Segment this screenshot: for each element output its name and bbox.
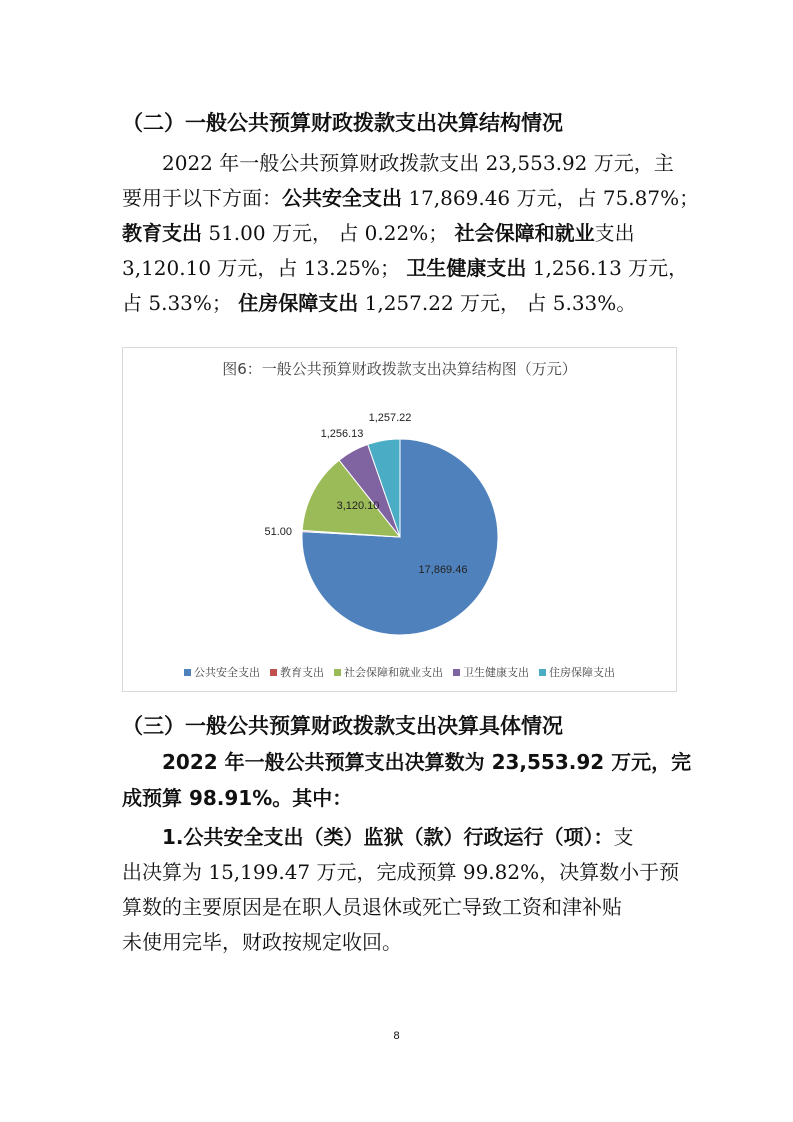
section-heading-structure: （二）一般公共预算财政拨款支出决算结构情况 (122, 111, 563, 135)
bold-term: 社会保障和就业 (454, 221, 595, 245)
paragraph-text: 1,256.13 万元， (526, 256, 689, 280)
paragraph-text: 要用于以下方面： (122, 186, 282, 210)
pie-chart (123, 348, 676, 691)
section-heading-detail: （三）一般公共预算财政拨款支出决算具体情况 (122, 714, 563, 738)
item1-paragraph (122, 820, 678, 960)
legend-item (453, 664, 529, 680)
data-label: 3,120.10 (336, 500, 380, 512)
item1-first-line (122, 820, 678, 855)
paragraph-text: 1,257.22 万元， 占 5.33%。 (358, 291, 637, 315)
item1-line: 未使用完毕，财政按规定收回。 (122, 930, 402, 954)
paragraph-text: 51.00 万元， 占 0.22%； (202, 221, 455, 245)
summary-line: 成预算 98.91%。其中： (122, 786, 353, 810)
item1-line: 出决算为 15,199.47 万元，完成预算 99.82%，决算数小于预 (122, 860, 680, 884)
legend-swatch (270, 669, 277, 676)
legend-item (334, 664, 443, 680)
page-number: 8 (393, 1030, 400, 1042)
legend-swatch (453, 669, 460, 676)
legend-label: 教育支出 (280, 666, 324, 679)
legend-swatch (539, 669, 546, 676)
paragraph-line (122, 286, 678, 321)
bold-term: 卫生健康支出 (406, 256, 527, 280)
legend-swatch (334, 669, 341, 676)
paragraph-text: 占 5.33%； (122, 291, 239, 315)
data-label: 1,256.13 (320, 428, 364, 440)
paragraph-text: 2022 年一般公共预算财政拨款支出 23,553.92 万元，主 (162, 151, 674, 175)
legend-item (270, 664, 324, 680)
legend-label: 公共安全支出 (194, 666, 260, 679)
item1-tail: 支 (613, 825, 634, 849)
item1-line: 算数的主要原因是在职人员退休或死亡导致工资和津补贴 (122, 895, 622, 919)
bold-term: 教育支出 (122, 221, 202, 245)
legend-swatch (184, 669, 191, 676)
paragraph-text: 支出 (594, 221, 635, 245)
chart-legend (123, 664, 676, 680)
legend-label: 住房保障支出 (549, 666, 615, 679)
bold-term: 住房保障支出 (238, 291, 359, 315)
legend-label: 社会保障和就业支出 (344, 666, 443, 679)
paragraph-line (122, 146, 678, 181)
data-label: 1,257.22 (368, 412, 412, 424)
summary-line: 2022 年一般公共预算支出决算数为 23,553.92 万元，完 (162, 750, 692, 774)
paragraph-text: 17,869.46 万元，占 75.87%； (402, 186, 700, 210)
legend-item (184, 664, 260, 680)
paragraph-line (122, 251, 689, 286)
pie-chart-container (122, 347, 677, 692)
legend-item (539, 664, 615, 680)
data-label: 51.00 (264, 526, 292, 538)
paragraph-line (122, 181, 700, 216)
paragraph-text: 3,120.10 万元，占 13.25%； (122, 256, 407, 280)
paragraph-line (122, 216, 678, 251)
chart-title: 图6：一般公共预算财政拨款支出决算结构图（万元） (222, 360, 577, 378)
detail-summary (122, 744, 692, 816)
item1-title: 1.公共安全支出（类）监狱（款）行政运行（项）： (162, 825, 614, 849)
structure-paragraph (122, 146, 700, 321)
data-label: 17,869.46 (418, 564, 468, 576)
legend-label: 卫生健康支出 (463, 666, 529, 679)
bold-term: 公共安全支出 (282, 186, 402, 210)
